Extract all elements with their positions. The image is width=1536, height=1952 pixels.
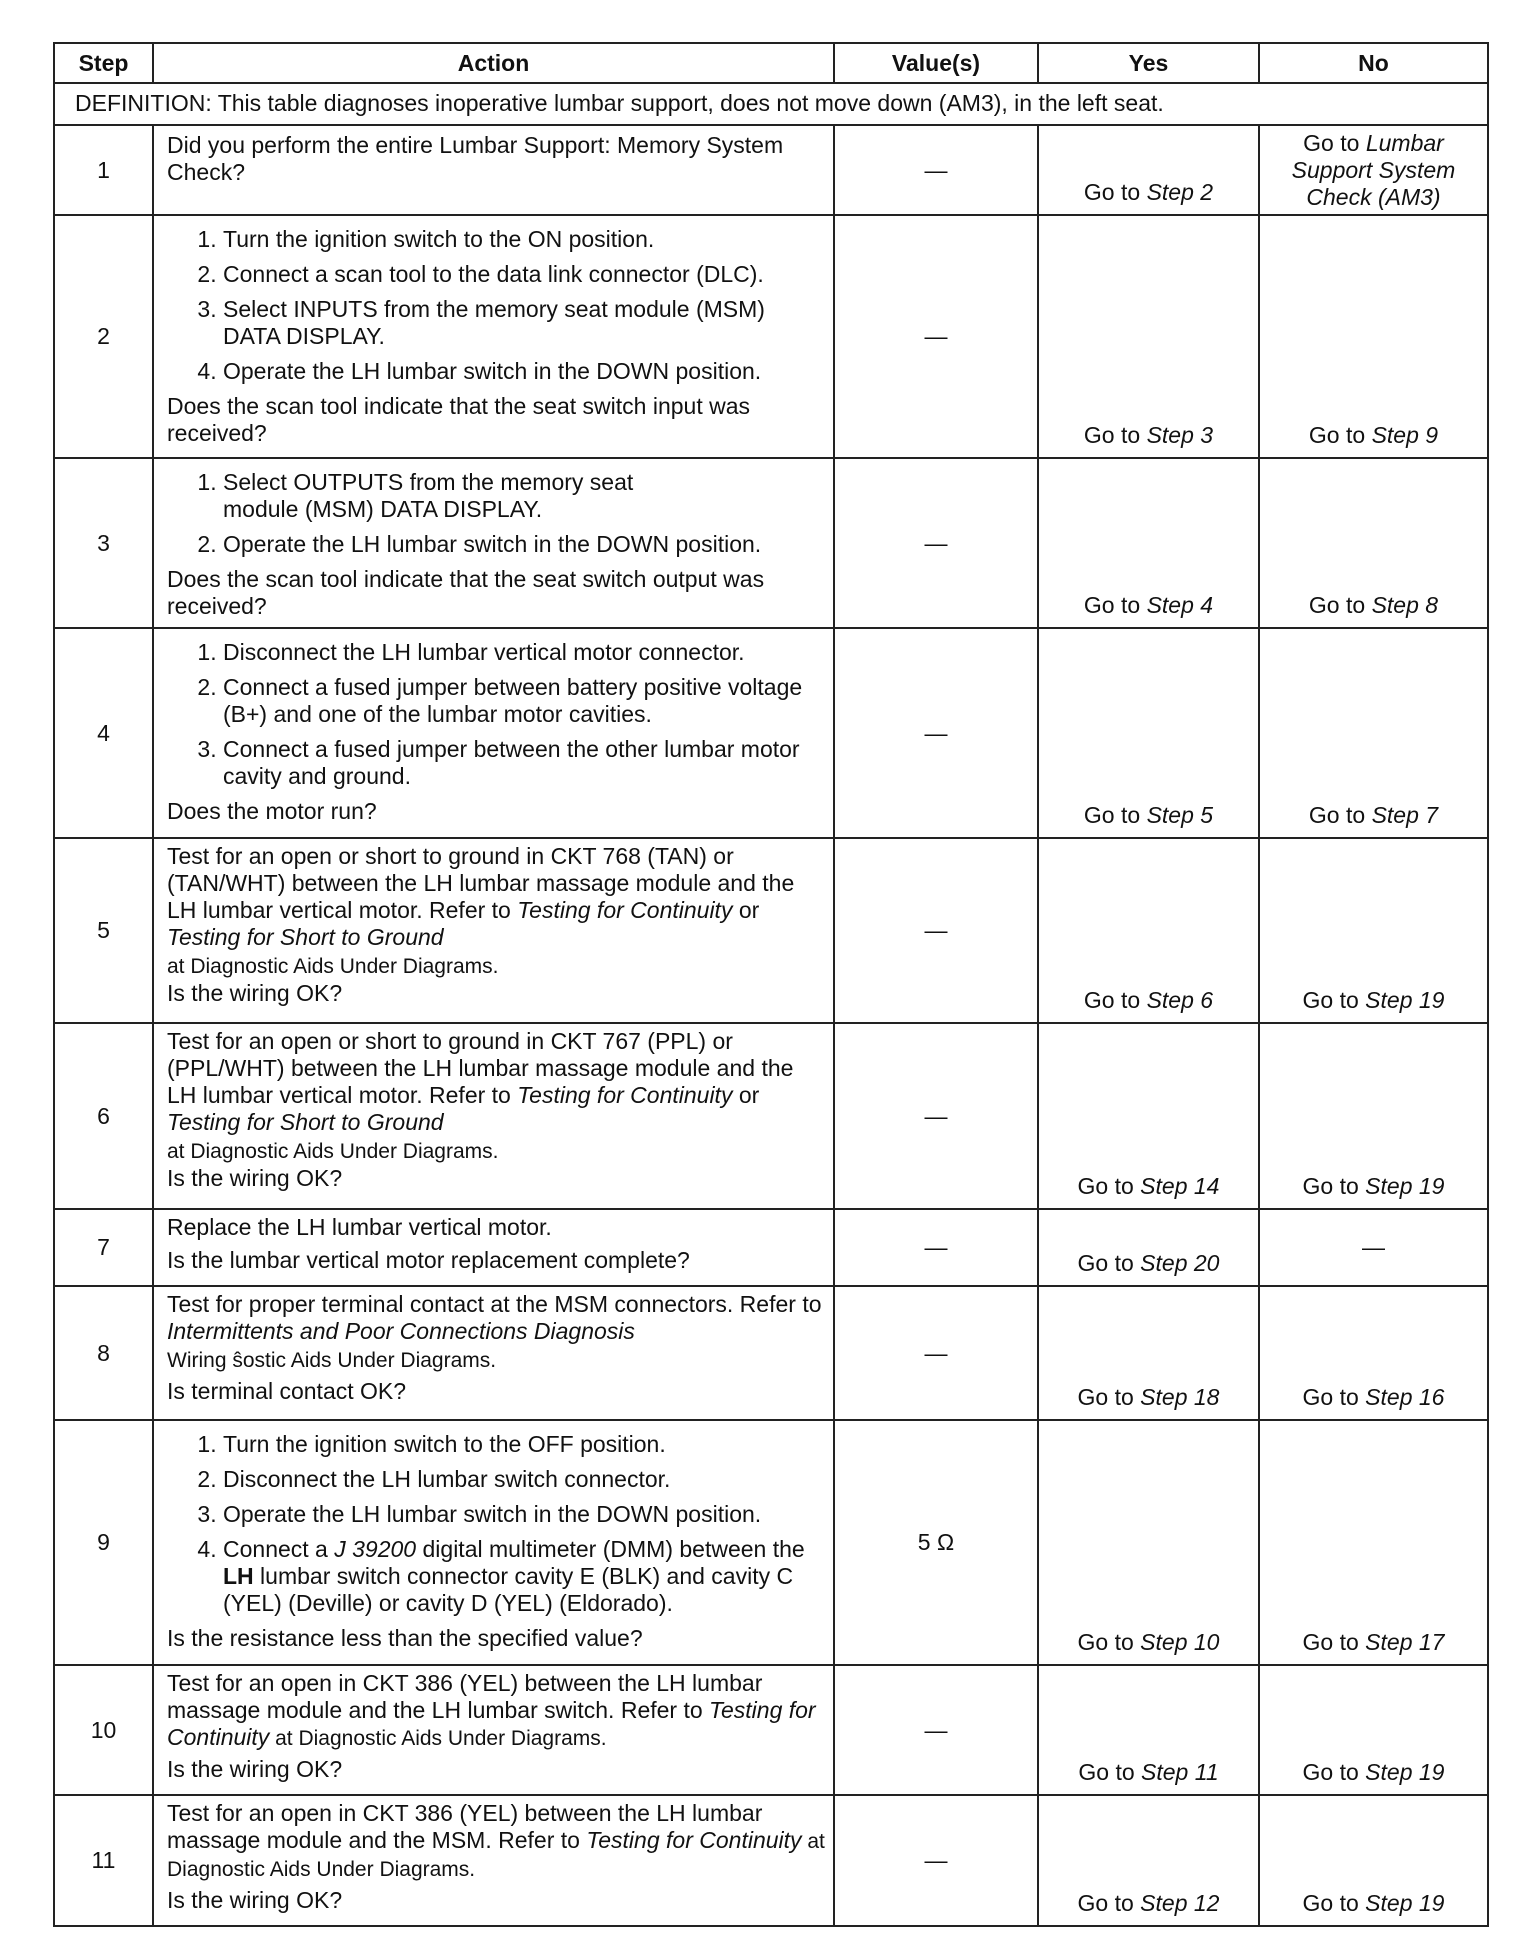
action-cell (153, 628, 834, 838)
question: Does the scan tool indicate that the seat switch output was received? (167, 566, 765, 619)
action-list (167, 1431, 825, 1617)
step-number: 1 (54, 125, 153, 215)
action-text: Test for proper terminal contact at the MSM connectors. Refer to Intermittents and Poor Connections Diagnosis (167, 1291, 822, 1344)
table-row (54, 628, 1488, 838)
no-cell: Go to Step 19 (1259, 1795, 1488, 1926)
yes-cell: Go to Step 14 (1038, 1023, 1259, 1209)
no-cell: Go to Step 19 (1259, 1023, 1488, 1209)
action-list (167, 469, 825, 558)
yes-cell: Go to Step 6 (1038, 838, 1259, 1023)
no-cell: Go to Step 16 (1259, 1286, 1488, 1420)
value-cell: — (834, 215, 1038, 458)
question: Is terminal contact OK? (167, 1378, 407, 1404)
table-row (54, 458, 1488, 628)
question: Did you perform the entire Lumbar Support: Memory System Check? (167, 132, 784, 185)
value-cell: — (834, 838, 1038, 1023)
action-cell (153, 215, 834, 458)
table-row (54, 1795, 1488, 1926)
no-cell: Go to Step 19 (1259, 838, 1488, 1023)
table-row (54, 1665, 1488, 1795)
list-item: 2. Connect a scan tool to the data link connector (DLC). (223, 261, 825, 288)
step-number: 2 (54, 215, 153, 458)
value-cell: — (834, 1209, 1038, 1286)
yes-cell: Go to Step 11 (1038, 1665, 1259, 1795)
list-item: 2. Connect a fused jumper between battery positive voltage (B+) and one of the lumbar motor cavities. (223, 674, 825, 728)
header-action: Action (153, 43, 834, 83)
yes-cell: Go to Step 18 (1038, 1286, 1259, 1420)
yes-cell: Go to Step 2 (1038, 125, 1259, 215)
action-cell (153, 1795, 834, 1926)
table-row (54, 1286, 1488, 1420)
no-cell: Go to Step 7 (1259, 628, 1488, 838)
list-item: 4. Connect a J 39200 digital multimeter (DMM) between the LH lumbar switch connector cavity E (BLK) and cavity C (YEL) (Deville) or cavity D (YEL) (Eldorado). (223, 1536, 825, 1617)
list-item: 2. Disconnect the LH lumbar switch connector. (223, 1466, 825, 1493)
list-item: 1. Disconnect the LH lumbar vertical motor connector. (223, 639, 825, 666)
question: Does the scan tool indicate that the seat switch input was received? (167, 393, 750, 446)
table-row (54, 215, 1488, 458)
table-row (54, 1209, 1488, 1286)
table-row (54, 125, 1488, 215)
no-cell: Go to Step 17 (1259, 1420, 1488, 1665)
question: Is the resistance less than the specified value? (167, 1625, 643, 1651)
list-item: 4. Operate the LH lumbar switch in the DOWN position. (223, 358, 825, 385)
action-cell (153, 838, 834, 1023)
action-text: Replace the LH lumbar vertical motor. (167, 1214, 552, 1240)
question: Is the wiring OK? (167, 1756, 343, 1782)
definition-row (54, 83, 1488, 125)
no-cell: Go to Lumbar Support System Check (AM3) (1259, 125, 1488, 215)
question: Is the wiring OK? (167, 1887, 343, 1913)
list-item: 3. Select INPUTS from the memory seat module (MSM) DATA DISPLAY. (223, 296, 825, 350)
value-cell: — (834, 1795, 1038, 1926)
action-text: Test for an open or short to ground in CKT 767 (PPL) or (PPL/WHT) between the LH lumbar massage module and the LH lumbar vertical motor. Refer to Testing for Continuity or Testing for Short to Ground (167, 1028, 794, 1135)
step-number: 10 (54, 1665, 153, 1795)
diagnostic-table (53, 42, 1489, 1927)
action-subtext: Wiring ŝostic Aids Under Diagrams. (167, 1349, 497, 1372)
question: Is the lumbar vertical motor replacement complete? (167, 1247, 690, 1273)
list-item: 1. Select OUTPUTS from the memory seat module (MSM) DATA DISPLAY. (223, 469, 825, 523)
action-cell (153, 1286, 834, 1420)
action-cell (153, 125, 834, 215)
action-text: Test for an open or short to ground in CKT 768 (TAN) or (TAN/WHT) between the LH lumbar massage module and the LH lumbar vertical motor. Refer to Testing for Continuity or Testing for Short to Ground (167, 843, 795, 950)
yes-cell: Go to Step 10 (1038, 1420, 1259, 1665)
list-item: 1. Turn the ignition switch to the OFF position. (223, 1431, 825, 1458)
value-cell: — (834, 1023, 1038, 1209)
action-text: Test for an open in CKT 386 (YEL) between the LH lumbar massage module and the LH lumbar switch. Refer to Testing for Continuity at Diagnostic Aids Under Diagrams. (167, 1670, 816, 1750)
action-cell (153, 1420, 834, 1665)
step-number: 7 (54, 1209, 153, 1286)
step-number: 5 (54, 838, 153, 1023)
action-text: Test for an open in CKT 386 (YEL) between the LH lumbar massage module and the MSM. Refer to Testing for Continuity at Diagnostic Aids Under Diagrams. (167, 1800, 825, 1881)
no-cell: Go to Step 19 (1259, 1665, 1488, 1795)
header-values: Value(s) (834, 43, 1038, 83)
table-row (54, 1420, 1488, 1665)
yes-cell: Go to Step 3 (1038, 215, 1259, 458)
yes-cell: Go to Step 20 (1038, 1209, 1259, 1286)
header-yes: Yes (1038, 43, 1259, 83)
table-row (54, 1023, 1488, 1209)
yes-cell: Go to Step 5 (1038, 628, 1259, 838)
question: Does the motor run? (167, 798, 377, 824)
question: Is the wiring OK? (167, 980, 343, 1006)
no-cell: Go to Step 8 (1259, 458, 1488, 628)
header-step: Step (54, 43, 153, 83)
action-subtext: at Diagnostic Aids Under Diagrams. (167, 955, 499, 978)
action-list (167, 226, 825, 385)
value-cell: — (834, 628, 1038, 838)
step-number: 11 (54, 1795, 153, 1926)
list-item: 2. Operate the LH lumbar switch in the DOWN position. (223, 531, 825, 558)
action-subtext: at Diagnostic Aids Under Diagrams. (167, 1140, 499, 1163)
step-number: 9 (54, 1420, 153, 1665)
value-cell: — (834, 458, 1038, 628)
list-item: 3. Connect a fused jumper between the other lumbar motor cavity and ground. (223, 736, 825, 790)
list-item: 3. Operate the LH lumbar switch in the DOWN position. (223, 1501, 825, 1528)
action-cell (153, 1023, 834, 1209)
yes-cell: Go to Step 12 (1038, 1795, 1259, 1926)
value-cell: — (834, 1665, 1038, 1795)
step-number: 3 (54, 458, 153, 628)
action-cell (153, 1665, 834, 1795)
no-cell: — (1259, 1209, 1488, 1286)
list-item: 1. Turn the ignition switch to the ON position. (223, 226, 825, 253)
header-no: No (1259, 43, 1488, 83)
value-cell: — (834, 125, 1038, 215)
step-number: 4 (54, 628, 153, 838)
table-row (54, 838, 1488, 1023)
yes-cell: Go to Step 4 (1038, 458, 1259, 628)
value-cell: — (834, 1286, 1038, 1420)
action-cell (153, 458, 834, 628)
question: Is the wiring OK? (167, 1165, 343, 1191)
definition-text: DEFINITION: This table diagnoses inoperative lumbar support, does not move down (AM3), in the left seat. (54, 83, 1488, 125)
no-cell: Go to Step 9 (1259, 215, 1488, 458)
value-cell: 5 Ω (834, 1420, 1038, 1665)
step-number: 8 (54, 1286, 153, 1420)
action-list (167, 639, 825, 790)
header-row (54, 43, 1488, 83)
step-number: 6 (54, 1023, 153, 1209)
action-cell (153, 1209, 834, 1286)
